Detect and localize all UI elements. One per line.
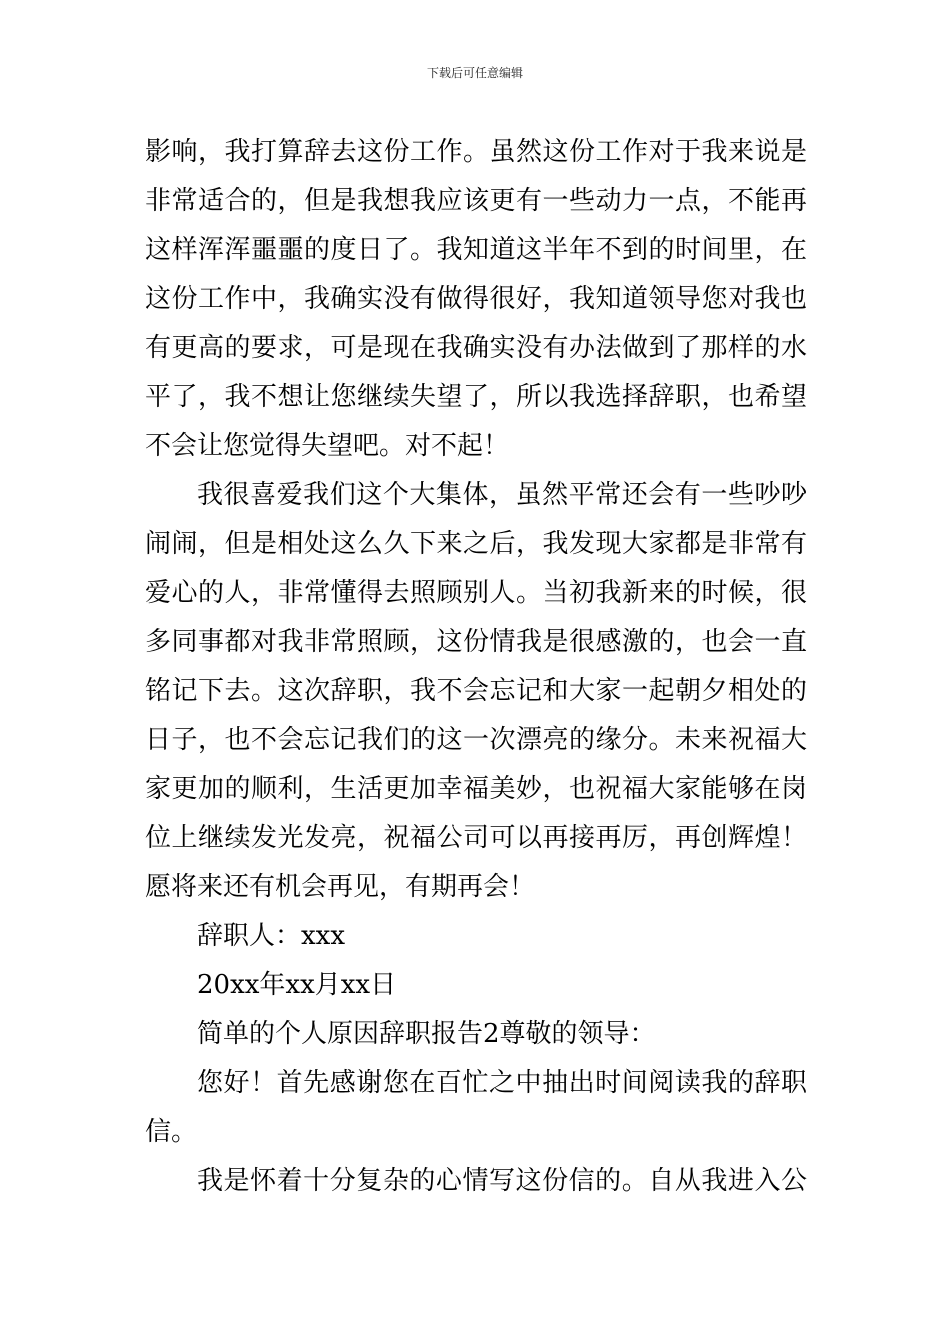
document-body	[145, 128, 807, 1206]
text-line: 不会让您觉得失望吧。对不起！	[145, 431, 510, 461]
text-line: 非常适合的，但是我想我应该更有一些动力一点，不能再	[145, 186, 807, 216]
text-line: 我是怀着十分复杂的心情写这份信的。自从我进入公	[197, 1166, 807, 1196]
text-line: 多同事都对我非常照顾，这份情我是很感激的，也会一直	[145, 627, 807, 657]
text-line: 有更高的要求，可是现在我确实没有办法做到了那样的水	[145, 333, 807, 363]
text-line: 这份工作中，我确实没有做得很好，我知道领导您对我也	[145, 284, 807, 314]
text-line: 我很喜爱我们这个大集体，虽然平常还会有一些吵吵	[197, 480, 807, 510]
section-heading: 简单的个人原因辞职报告2尊敬的领导：	[197, 1019, 656, 1049]
text-line: 日子，也不会忘记我们的这一次漂亮的缘分。未来祝福大	[145, 725, 807, 755]
text-line: 家更加的顺利，生活更加幸福美妙，也祝福大家能够在岗	[145, 774, 807, 804]
text-line: 位上继续发光发亮，祝福公司可以再接再厉，再创辉煌！	[145, 823, 807, 853]
text-line: 这样浑浑噩噩的度日了。我知道这半年不到的时间里，在	[145, 235, 807, 265]
signature-line: 辞职人：xxx	[197, 921, 345, 951]
text-line: 影响，我打算辞去这份工作。虽然这份工作对于我来说是	[145, 137, 807, 167]
header-note: 下载后可任意编辑	[426, 66, 523, 80]
text-line: 平了，我不想让您继续失望了，所以我选择辞职，也希望	[145, 382, 807, 412]
text-line: 铭记下去。这次辞职，我不会忘记和大家一起朝夕相处的	[145, 676, 807, 706]
text-line: 爱心的人，非常懂得去照顾别人。当初我新来的时候，很	[145, 578, 807, 608]
date-line: 20xx年xx月xx日	[197, 970, 397, 1000]
text-line: 信。	[145, 1117, 198, 1147]
text-line: 您好！首先感谢您在百忙之中抽出时间阅读我的辞职	[197, 1068, 807, 1098]
text-line: 闹闹，但是相处这么久下来之后，我发现大家都是非常有	[145, 529, 807, 559]
text-line: 愿将来还有机会再见，有期再会！	[145, 872, 536, 902]
